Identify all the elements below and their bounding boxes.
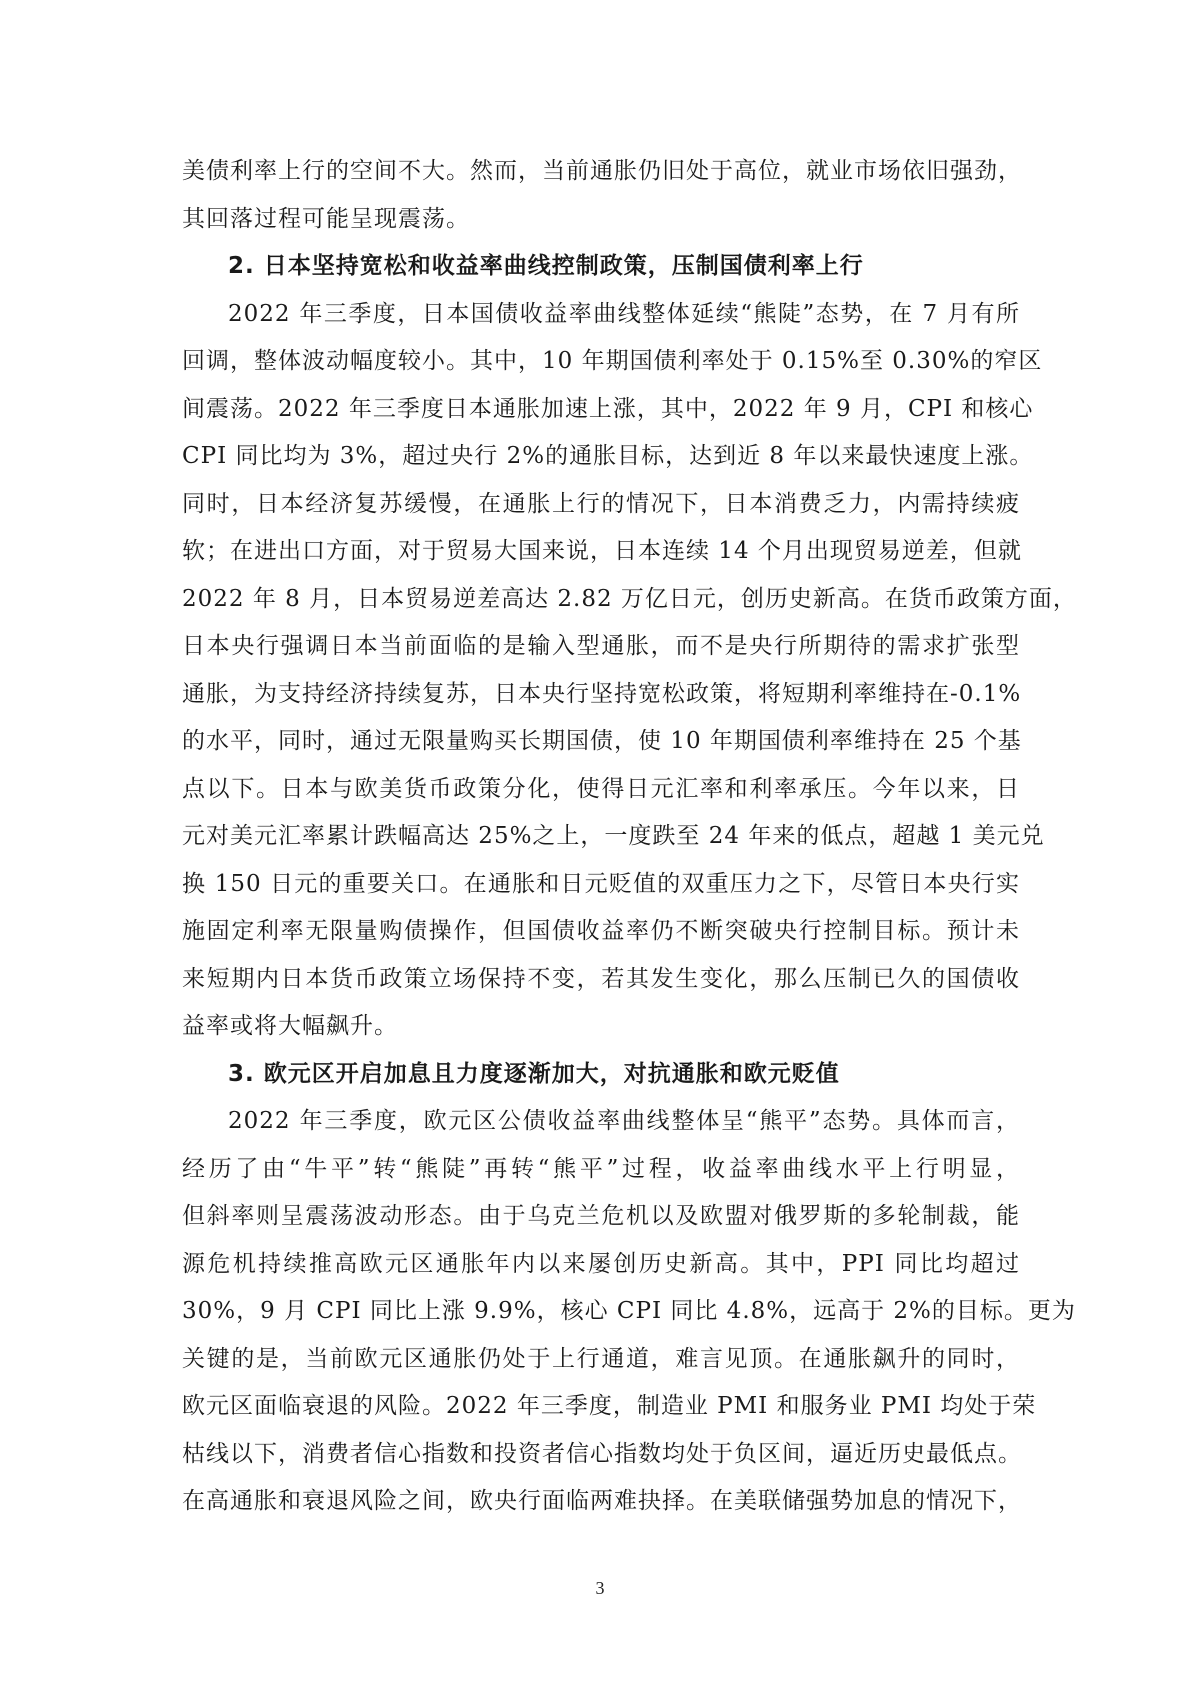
text-line: 软；在进出口方面，对于贸易大国来说，日本连续 14 个月出现贸易逆差，但就 [182, 538, 1022, 564]
text-line: 同时，日本经济复苏缓慢，在通胀上行的情况下，日本消费乏力，内需持续疲 [182, 490, 1020, 517]
document-body [182, 148, 1077, 1526]
text-line: 的水平，同时，通过无限量购买长期国债，使 10 年期国债利率维持在 25 个基 [182, 728, 1022, 754]
text-line: 元对美元汇率累计跌幅高达 25%之上，一度跌至 24 年来的低点，超越 1 美元兑 [182, 823, 1045, 849]
text-line: 欧元区面临衰退的风险。2022 年三季度，制造业 PMI 和服务业 PMI 均处于荣 [182, 1393, 1037, 1419]
text-line: 枯线以下，消费者信心指数和投资者信心指数均处于负区间，逼近历史最低点。 [182, 1440, 1022, 1467]
text-line: 点以下。日本与欧美货币政策分化，使得日元汇率和利率承压。今年以来，日 [182, 775, 1020, 802]
paragraph-eurozone [182, 1098, 1076, 1526]
text-line: 回调，整体波动幅度较小。其中，10 年期国债利率处于 0.15%至 0.30%的窄区 [182, 348, 1043, 374]
text-line: 2022 年 8 月，日本贸易逆差高达 2.82 万亿日元，创历史新高。在货币政策方面， [182, 585, 1077, 612]
text-line: 施固定利率无限量购债操作，但国债收益率仍不断突破央行控制目标。预计未 [182, 918, 1020, 944]
text-line: 在高通胀和衰退风险之间，欧央行面临两难抉择。在美联储强势加息的情况下， [182, 1488, 1022, 1514]
paragraph-japan [182, 291, 1077, 1051]
text-line: 30%，9 月 CPI 同比上涨 9.9%，核心 CPI 同比 4.8%，远高于 2%的目标。更为 [182, 1298, 1076, 1324]
text-line: 换 150 日元的重要关口。在通胀和日元贬值的双重压力之下，尽管日本央行实 [182, 870, 1020, 897]
section-heading-japan: 2. 日本坚持宽松和收益率曲线控制政策，压制国债利率上行 [228, 253, 864, 279]
text-line: 日本央行强调日本当前面临的是输入型通胀，而不是央行所期待的需求扩张型 [182, 633, 1020, 659]
section-heading-eurozone: 3. 欧元区开启加息且力度逐渐加大，对抗通胀和欧元贬值 [228, 1060, 840, 1087]
text-line: 益率或将大幅飙升。 [182, 1013, 398, 1039]
text-line: 通胀，为支持经济持续复苏，日本央行坚持宽松政策，将短期利率维持在-0.1% [182, 680, 1022, 707]
text-line: 2022 年三季度，日本国债收益率曲线整体延续“熊陡”态势，在 7 月有所 [228, 300, 1020, 327]
text-line: 经历了由“牛平”转“熊陡”再转“熊平”过程，收益率曲线水平上行明显， [182, 1155, 1020, 1182]
text-line: 2022 年三季度，欧元区公债收益率曲线整体呈“熊平”态势。具体而言， [228, 1108, 1020, 1134]
text-line: 来短期内日本货币政策立场保持不变，若其发生变化，那么压制已久的国债收 [182, 965, 1020, 992]
text-line: 源危机持续推高欧元区通胀年内以来屡创历史新高。其中，PPI 同比均超过 [182, 1250, 1020, 1277]
text-line: CPI 同比均为 3%，超过央行 2%的通胀目标，达到近 8 年以来最快速度上涨。 [182, 443, 1034, 469]
text-line: 美债利率上行的空间不大。然而，当前通胀仍旧处于高位，就业市场依旧强劲， [182, 158, 1022, 184]
text-line: 间震荡。2022 年三季度日本通胀加速上涨，其中，2022 年 9 月，CPI 和核心 [182, 395, 1034, 422]
text-line: 但斜率则呈震荡波动形态。由于乌克兰危机以及欧盟对俄罗斯的多轮制裁，能 [182, 1203, 1020, 1229]
page-number: 3 [595, 1578, 605, 1598]
intro-paragraph [182, 148, 1020, 243]
text-line: 关键的是，当前欧元区通胀仍处于上行通道，难言见顶。在通胀飙升的同时， [182, 1345, 1020, 1372]
text-line: 其回落过程可能呈现震荡。 [182, 205, 470, 232]
